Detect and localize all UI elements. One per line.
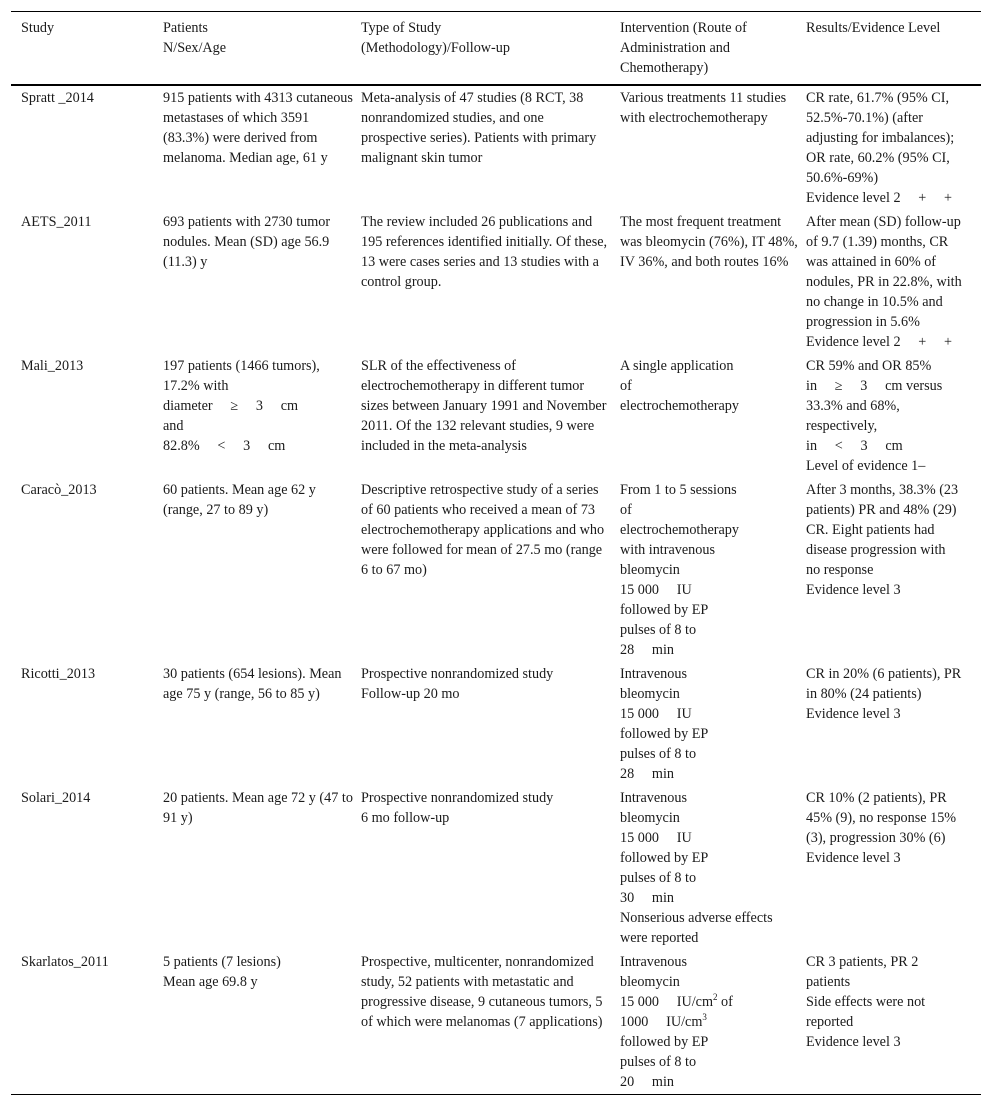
evidence-table-container bbox=[11, 11, 981, 1095]
cell-type: The review included 26 publications and 195 references identified initially. Of these, 13 were cases series and 13 studies with a control group. bbox=[361, 214, 608, 290]
cell-results: CR 10% (2 patients), PR 45% (9), no response 15% (3), progression 30% (6) Evidence level 3 bbox=[806, 786, 981, 950]
cell-patients: 915 patients with 4313 cutaneous metastases of which 3591 (83.3%) were derived from melanoma. Median age, 61 y bbox=[163, 90, 353, 166]
cell-patients: 20 patients. Mean age 72 y (47 to 91 y) bbox=[163, 790, 353, 826]
table-row bbox=[11, 85, 981, 210]
header-study: Study bbox=[21, 20, 55, 36]
table-row bbox=[11, 662, 981, 786]
cell-results: After 3 months, 38.3% (23 patients) PR and 48% (29) CR. Eight patients had disease progression with no response Evidence level 3 bbox=[806, 482, 962, 598]
cell-study: Ricotti_2013 bbox=[21, 666, 96, 682]
cell-study: Solari_2014 bbox=[21, 790, 91, 806]
evidence-level: Evidence level 3 bbox=[806, 850, 901, 866]
table-row bbox=[11, 210, 981, 354]
evidence-table bbox=[11, 11, 981, 1095]
cell-type: SLR of the effectiveness of electrochemotherapy in different tumor sizes between January 1991 and November 2011. Of the 132 relevant studies, 9 were included in the meta-analysis bbox=[361, 358, 607, 454]
cell-intervention: From 1 to 5 sessions of electrochemotherapy with intravenous bleomycin 15 000 IU followed by EP pulses of 8 to 28 min bbox=[620, 482, 739, 658]
evidence-level: Evidence level 3 bbox=[806, 706, 901, 722]
header-type-of-study: Type of Study (Methodology)/Follow-up bbox=[361, 20, 510, 56]
cell-intervention: Intravenous bleomycin 15 000 $IU/cm^2$ of 1000 $IU/cm^3$ followed by EP pulses of 8 to 20 min bbox=[620, 954, 733, 1090]
cell-patients: 197 patients (1466 tumors), 17.2% with diameter ≥ 3 cm and 82.8% < 3 cm bbox=[163, 358, 324, 454]
cell-study: AETS_2011 bbox=[21, 214, 92, 230]
cell-study: Skarlatos_2011 bbox=[21, 954, 109, 970]
cell-patients: 693 patients with 2730 tumor nodules. Mean (SD) age 56.9 (11.3) y bbox=[163, 214, 331, 270]
cell-study: Mali_2013 bbox=[21, 358, 84, 374]
cell-study: Spratt _2014 bbox=[21, 90, 94, 106]
cell-type: Meta-analysis of 47 studies (8 RCT, 38 nonrandomized studies, and one prospective series). Patients with primary malignant skin tumor bbox=[361, 90, 597, 166]
table-header-row bbox=[11, 12, 981, 86]
cell-results: CR rate, 61.7% (95% CI, 52.5%-70.1%) (after adjusting for imbalances); OR rate, 60.2% (95% CI, 50.6%-69%) Evidence level 2 + + bbox=[806, 85, 981, 210]
evidence-level: Evidence level 2 + + bbox=[806, 190, 953, 206]
table-row bbox=[11, 786, 981, 950]
cell-results: After mean (SD) follow-up of 9.7 (1.39) months, CR was attained in 60% of nodules, PR in 22.8%, with no change in 10.5% and progression in 5.6% Evidence level 2 + + bbox=[806, 214, 966, 350]
evidence-level: Evidence level 2 + + bbox=[806, 334, 953, 350]
table-row bbox=[11, 478, 981, 662]
header-results: Results/Evidence Level bbox=[806, 20, 941, 36]
cell-patients: 5 patients (7 lesions) Mean age 69.8 y bbox=[163, 954, 281, 990]
cell-patients: 60 patients. Mean age 62 y (range, 27 to 89 y) bbox=[163, 482, 316, 518]
cell-type: Prospective nonrandomized study 6 mo follow-up bbox=[361, 790, 554, 826]
evidence-level: Evidence level 3 bbox=[806, 582, 901, 598]
cell-type: Prospective, multicenter, nonrandomized study, 52 patients with metastatic and progressive disease, 9 cutaneous tumors, 5 of which were melanomas (7 applications) bbox=[361, 954, 603, 1030]
cell-type: Prospective nonrandomized study Follow-up 20 mo bbox=[361, 666, 554, 702]
cell-study: Caracò_2013 bbox=[21, 482, 97, 498]
cell-results: CR 59% and OR 85% in ≥ 3 cm versus 33.3% and 68%, respectively, in < 3 cm Level of evidence 1– bbox=[806, 354, 981, 478]
cell-patients: 30 patients (654 lesions). Mean age 75 y (range, 56 to 85 y) bbox=[163, 666, 342, 702]
evidence-level: Evidence level 3 bbox=[806, 1034, 901, 1050]
table-row bbox=[11, 354, 981, 478]
cell-intervention: Various treatments 11 studies with electrochemotherapy bbox=[620, 90, 787, 126]
cell-intervention: The most frequent treatment was bleomycin (76%), IT 48%, IV 36%, and both routes 16% bbox=[620, 214, 798, 270]
cell-intervention: A single application of electrochemotherapy bbox=[620, 358, 739, 414]
header-patients: Patients N/Sex/Age bbox=[163, 20, 227, 56]
cell-intervention: Intravenous bleomycin 15 000 IU followed by EP pulses of 8 to 28 min bbox=[620, 666, 709, 782]
cell-results: CR in 20% (6 patients), PR in 80% (24 patients) Evidence level 3 bbox=[806, 666, 965, 722]
header-intervention: Intervention (Route of Administration and Chemotherapy) bbox=[620, 20, 747, 76]
cell-type: Descriptive retrospective study of a series of 60 patients who received a mean of 73 electrochemotherapy applications and who were followed for mean of 27.5 mo (range 6 to 67 mo) bbox=[361, 482, 605, 578]
cell-intervention: Intravenous bleomycin 15 000 IU followed by EP pulses of 8 to 30 min Nonserious adverse effects were reported bbox=[620, 790, 777, 946]
cell-results: CR 3 patients, PR 2 patients Side effects were not reported Evidence level 3 bbox=[806, 950, 981, 1095]
table-row bbox=[11, 950, 981, 1095]
evidence-level: Level of evidence 1– bbox=[806, 458, 926, 474]
